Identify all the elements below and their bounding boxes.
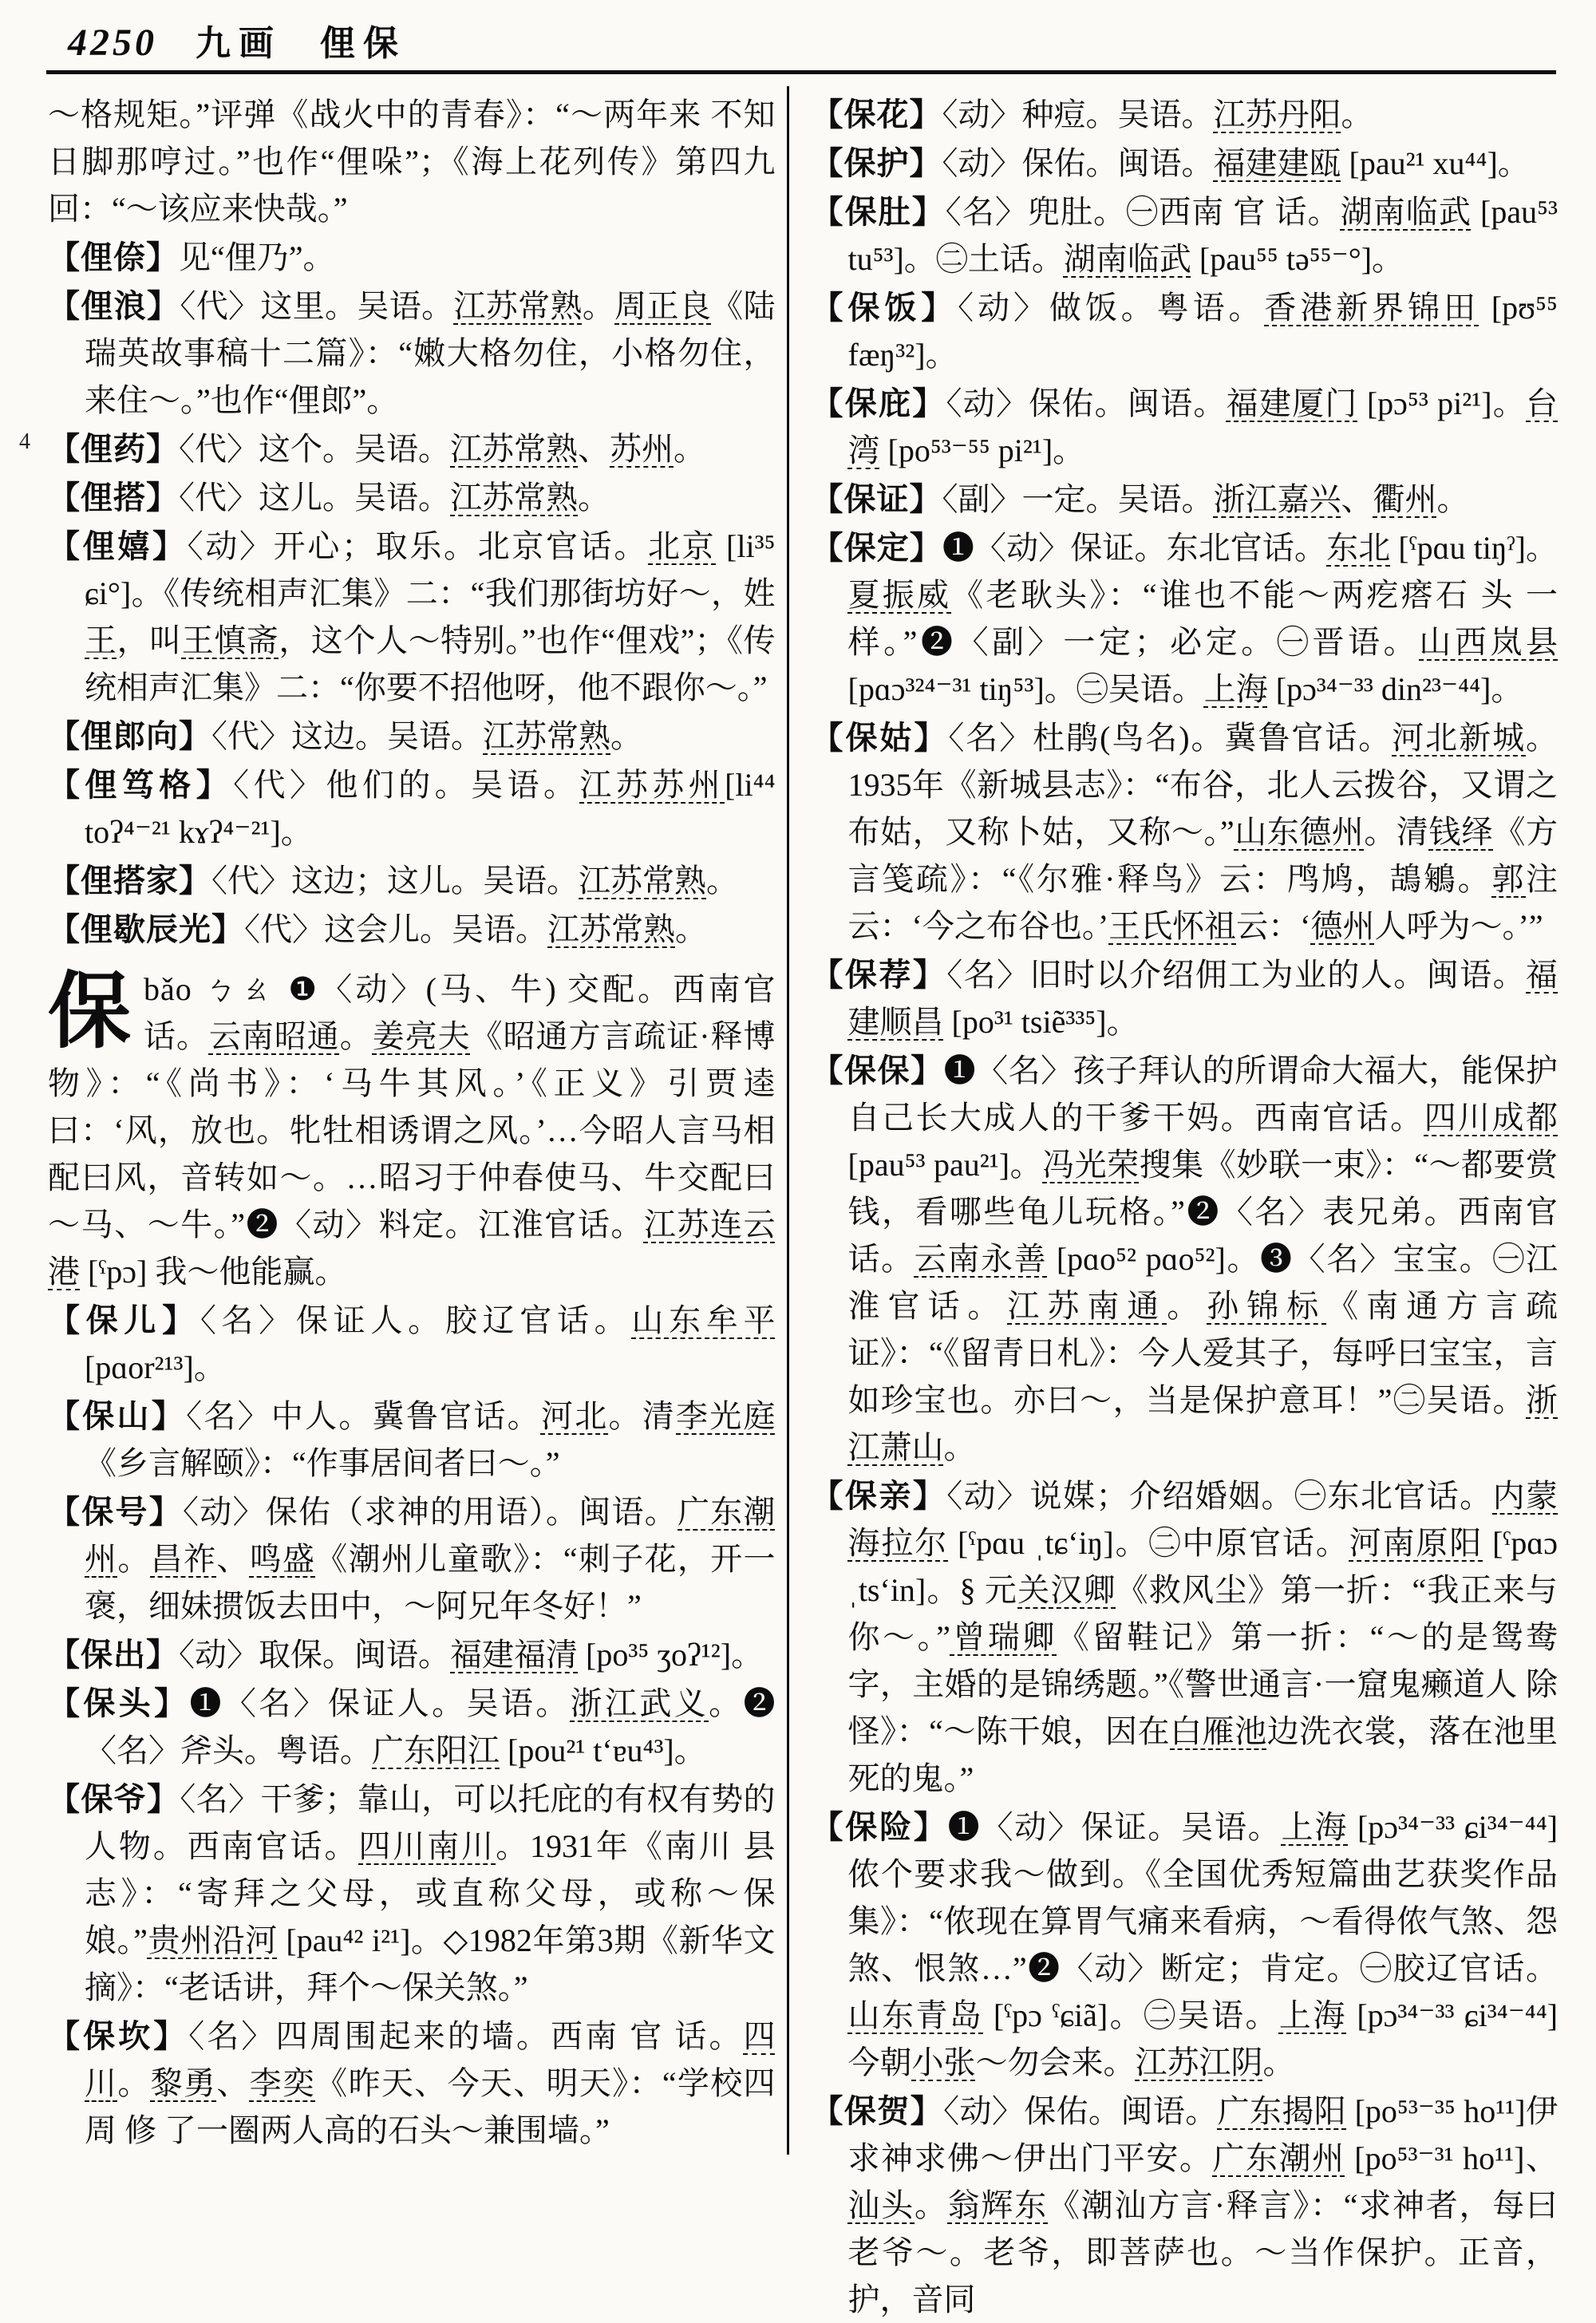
dictionary-entry: 【保坎】〈名〉四周围起来的墙。西南 官 话。四川。黎勇、李奕《昨天、今天、明天》：“学校四周 修 了一圈两人高的石头～兼围墙。”: [48, 2018, 776, 2148]
proper-name: 王慎斋: [181, 622, 279, 658]
proper-name: 郭: [1491, 861, 1526, 897]
dictionary-entry: 【俚郎向】〈代〉这边。吴语。江苏常熟。: [48, 718, 642, 754]
proper-name: 台湾: [847, 385, 1558, 468]
entry-headword: 【俚歇辰光】: [48, 911, 244, 947]
proper-name: 湖南临武: [1063, 241, 1191, 277]
proper-name: 广东揭阳: [1217, 2093, 1347, 2129]
proper-name: 夏振威: [847, 577, 952, 613]
proper-name: 山东德州: [1234, 814, 1365, 850]
dictionary-entry: 【保证】〈副〉一定。吴语。浙江嘉兴、衢州。: [811, 481, 1469, 517]
proper-name: 福建顺昌: [847, 957, 1558, 1040]
dictionary-entry: 【保贺】〈动〉保佑。闽语。广东揭阳 [po⁵³⁻³⁵ ho¹¹]伊求神求佛～伊出门平安。广东潮州 [po⁵³⁻³¹ ho¹¹]、汕头。翁辉东《潮汕方言·释言》：“求神者，每曰老爷～。老爷，即菩萨也。～当作保护。正音，护，音同: [811, 2093, 1558, 2317]
entry-headword: 【保出】: [48, 1637, 179, 1673]
dictionary-entry: 【保花】〈动〉种痘。吴语。江苏丹阳。: [811, 97, 1373, 132]
proper-name: 曾瑞卿: [950, 1619, 1057, 1655]
proper-name: 河北: [540, 1398, 609, 1434]
proper-name: 福建建瓯: [1213, 145, 1341, 181]
entry-headword: 【保山】: [48, 1398, 187, 1434]
dictionary-entry: 【保号】〈动〉保佑（求神的用语）。闽语。广东潮州。昌祚、鸣盛《潮州儿童歌》：“刺子花，开一褒，细妹掼饭去田中，～阿兄年冬好！”: [48, 1494, 776, 1624]
dictionary-entry: 【保头】❶〈名〉保证人。吴语。浙江武义。❷〈名〉斧头。粤语。广东阳江 [pou²¹ t‘ɐu⁴³]。: [48, 1685, 776, 1768]
entry-headword: 【俚搭】: [48, 480, 179, 516]
entry-headword: 【俚浪】: [48, 288, 180, 324]
dictionary-entry: 【保荐】〈名〉旧时以介绍佣工为业的人。闽语。福建顺昌 [po³¹ tsiẽ³³⁵]。: [811, 957, 1558, 1040]
proper-name: 广东阳江: [372, 1732, 500, 1768]
entry-headword: 【保护】: [811, 145, 942, 181]
proper-name: 浙江萧山: [847, 1382, 1558, 1465]
proper-name: 周正良: [614, 288, 712, 324]
proper-name: 东北: [1326, 530, 1391, 566]
entry-headword: 【保肚】: [811, 194, 946, 230]
dictionary-entry: 【保饭】〈动〉做饭。粤语。香港新界锦田 [pʊ⁵⁵ fæŋ³²]。: [811, 290, 1558, 373]
proper-name: 上海: [1281, 1809, 1349, 1845]
proper-name: 四川: [85, 2018, 776, 2101]
proper-name: 江苏南通: [1007, 1288, 1167, 1324]
stroke-section-label: 九画: [196, 24, 282, 63]
dictionary-entry: 【保保】❶〈名〉孩子拜认的所谓命大福大，能保护自己长大成人的干爹干妈。西南官话。四川成都 [pau⁵³ pau²¹]。冯光荣搜集《妙联一束》：“～都要赏钱，看哪些龟儿玩格。”❷〈名〉表兄弟。西南官话。云南永善 [pɑo⁵² pɑo⁵²]。❸〈名〉宝宝。㊀江淮官话。江苏南通。孙锦标《南通方言疏证》：“《留青日札》：今人爱其子，每呼曰宝宝，言如珍宝也。亦曰～，当是保护意耳！”㊁吴语。浙江萧山。: [811, 1053, 1558, 1465]
dictionary-entry: 【俚笃格】〈代〉他们的。吴语。江苏苏州[li⁴⁴ toʔ⁴⁻²¹ kɤʔ⁴⁻²¹]。: [48, 767, 776, 850]
headword-entry: 保bǎo ㄅㄠ ❶〈动〉(马、牛) 交配。西南官话。云南昭通。姜亮夫《昭通方言疏证·释博物》：“《尚书》：‘马牛其风。’《正义》引贾逵曰：‘风，放也。牝牡相诱谓之风。’…今昭人言马相配曰风，音转如～。…昭习于仲春使马、牛交配曰～马、～牛。”❷〈动〉料定。江淮官话。江苏连云港 [ˤpɔ] 我～他能赢。: [48, 966, 776, 1290]
proper-name: 孙锦标: [1207, 1288, 1327, 1324]
proper-name: 李光庭: [676, 1398, 776, 1434]
entry-headword: 【保坎】: [48, 2018, 189, 2054]
entry-headword: 【保亲】: [811, 1478, 947, 1514]
entry-headword: 【俚倷】: [48, 239, 179, 275]
proper-name: 香港新界锦田: [1264, 290, 1479, 326]
proper-name: 昌祚: [150, 1541, 217, 1577]
proper-name: 江苏丹阳: [1213, 97, 1341, 132]
dictionary-entry: 【保儿】〈名〉保证人。胶辽官话。山东牟平[pɑor²¹³]。: [48, 1302, 776, 1385]
proper-name: 江苏常熟: [450, 480, 578, 516]
left-column: [48, 86, 776, 2155]
proper-name: 关汉卿: [1017, 1572, 1116, 1608]
proper-name: 江苏常熟: [547, 911, 675, 947]
proper-name: 江苏连云港: [48, 1207, 776, 1290]
proper-name: 福建厦门: [1226, 385, 1358, 421]
page-header: [68, 14, 1548, 65]
entry-headword: 【保定】: [811, 530, 942, 566]
proper-name: 浙江武义: [570, 1685, 709, 1721]
proper-name: 福建福清: [450, 1637, 578, 1673]
proper-name: 广东潮州: [1212, 2140, 1345, 2176]
proper-name: 江苏江阴: [1135, 2044, 1263, 2080]
proper-name: 云南昭通: [208, 1018, 340, 1054]
proper-name: 河南原阳: [1349, 1525, 1483, 1561]
proper-name: 上海: [1278, 1997, 1347, 2033]
proper-name: 姜亮夫: [372, 1018, 471, 1054]
proper-name: 上海: [1203, 671, 1268, 707]
dictionary-entry: 【俚搭家】〈代〉这边；这儿。吴语。江苏常熟。: [48, 863, 738, 899]
two-column-text: [48, 86, 1558, 2317]
dictionary-entry: 【俚浪】〈代〉这里。吴语。江苏常熟。周正良《陆瑞英故事稿十二篇》：“嫩大格勿住，小格勿住，来住～。”也作“俚郎”。: [48, 288, 776, 418]
entry-headword: 【俚药】: [48, 431, 179, 467]
entry-headword: 【保爷】: [48, 1781, 180, 1817]
page-number: 4250: [68, 22, 157, 64]
proper-name: 江苏常熟: [450, 431, 578, 467]
dictionary-entry: 【保护】〈动〉保佑。闽语。福建建瓯 [pau²¹ xu⁴⁴]。: [811, 145, 1530, 181]
entry-headword: 【保贺】: [811, 2093, 944, 2129]
entry-headword: 【保荐】: [811, 957, 947, 993]
entry-headword: 【保儿】: [48, 1302, 200, 1338]
entry-headword: 【保饭】: [811, 290, 958, 326]
entry-headword: 【保号】: [48, 1494, 183, 1530]
dictionary-entry: 【保险】❶〈动〉保证。吴语。上海 [pɔ³⁴⁻³³ ɕi³⁴⁻⁴⁴]侬个要求我～做到。《全国优秀短篇曲艺获奖作品集》：“侬现在算胃气痛来看病，～看得侬气煞、怨煞、恨煞…”❷〈动〉断定；肯定。㊀胶辽官话。山东青岛 [ˤpɔ ˤɕiã]。㊁吴语。上海 [pɔ³⁴⁻³³ ɕi³⁴⁻⁴⁴] 今朝小张～勿会来。江苏江阴。: [811, 1809, 1558, 2080]
proper-name: 衢州: [1373, 481, 1437, 517]
proper-name: 山东牟平: [631, 1302, 776, 1338]
dictionary-entry: 【保庇】〈动〉保佑。闽语。福建厦门 [pɔ⁵³ pi²¹]。台湾 [po⁵³⁻⁵⁵ pi²¹]。: [811, 385, 1558, 468]
dictionary-entry: 【保出】〈动〉取保。闽语。福建福清 [po³⁵ ʒoʔ¹²]。: [48, 1637, 764, 1673]
dictionary-entry: 【保肚】〈名〉兜肚。㊀西南 官 话。湖南临武 [pau⁵³ tu⁵³]。㊁土话。湖南临武 [pau⁵⁵ tə⁵⁵⁻°]。: [811, 194, 1558, 277]
entry-headword: 【保险】: [811, 1809, 948, 1845]
proper-name: 贵州沿河: [147, 1922, 278, 1958]
dictionary-entry: 【俚倷】见“俚乃”。: [48, 239, 335, 275]
proper-name: 北京: [648, 528, 717, 564]
proper-name: 苏州: [610, 431, 674, 467]
proper-name: 江苏常熟: [579, 863, 706, 899]
entry-headword: 【保姑】: [811, 720, 949, 756]
headword-character: 保: [48, 966, 132, 1058]
proper-name: 李奕: [249, 2065, 316, 2101]
proper-name: 黎勇: [150, 2065, 217, 2101]
dictionary-entry: 【保爷】〈名〉干爹；靠山，可以托庇的有权有势的人物。西南官话。四川南川。1931年《南川 县 志》：“寄拜之父母，或直称父母，或称～保娘。”贵州沿河 [pau⁴² i²¹]。◇1982年第3期《新华文摘》：“老话讲，拜个～保关煞。”: [48, 1781, 776, 2005]
continuation-text: ～格规矩。”评弹《战火中的青春》：“～两年来 不知日脚那哼过。”也作“俚哚”；《海上花列传》第四九回：“～该应来快哉。”: [48, 97, 776, 227]
proper-name: 四川成都: [1424, 1100, 1558, 1136]
entry-headword: 【保庇】: [811, 385, 946, 421]
proper-name: 小张: [911, 2044, 976, 2080]
proper-name: 山东青岛: [847, 1997, 984, 2033]
margin-annotation: 4: [19, 429, 30, 454]
proper-name: 四川南川: [358, 1828, 496, 1864]
proper-name: 湖南临武: [1340, 194, 1472, 230]
proper-name: 河北新城: [1392, 720, 1527, 756]
proper-name: 钱绎: [1428, 814, 1494, 850]
proper-name: 王: [85, 622, 117, 658]
proper-name: 汕头: [847, 2187, 915, 2223]
proper-name: 内蒙海拉尔: [847, 1478, 1558, 1561]
proper-name: 云南永善: [914, 1241, 1048, 1277]
dictionary-entry: 【保姑】〈名〉杜鹃(鸟名)。冀鲁官话。河北新城。1935年《新城县志》：“布谷，北人云拨谷，又谓之布姑，又称卜姑，又称～。”山东德州。清钱绎《方言笺疏》：“《尔雅·释鸟》云：鸤鸠，鴶鵴。郭注云：‘今之布谷也。’王氏怀祖云：‘德州人呼为～。’”: [811, 720, 1558, 944]
entry-headword: 【俚笃格】: [48, 767, 234, 803]
header-rule: [46, 70, 1556, 74]
proper-name: 浙江嘉兴: [1213, 481, 1341, 517]
proper-name: 翁辉东: [947, 2187, 1048, 2223]
dictionary-entry: 【保山】〈名〉中人。冀鲁官话。河北。清李光庭《乡言解颐》：“作事居间者曰～。”: [48, 1398, 776, 1481]
proper-name: 江苏常熟: [453, 288, 583, 324]
proper-name: 王氏怀祖: [1108, 908, 1237, 944]
dictionary-entry: 【保亲】〈动〉说媒；介绍婚姻。㊀东北官话。内蒙海拉尔 [ˤpɑu ˌtɕ‘iŋ]。㊁中原官话。河南原阳 [ˤpɑɔ ˌts‘in]。§ 元关汉卿《救风尘》第一折：“我正来与你～。”曾瑞卿《留鞋记》第一折：“～的是鸳鸯字，主婚的是锦绣题。”《警世通言·一窟鬼癞道人 除 怪》：“～陈干娘，因在白雁池边洗衣裳，落在池里死的鬼。”: [811, 1478, 1558, 1796]
entry-headword: 【俚搭家】: [48, 863, 211, 899]
entry-headword: 【保花】: [811, 97, 942, 132]
proper-name: 德州: [1310, 908, 1375, 944]
right-column: [789, 86, 1558, 2317]
guide-words: 俚保: [320, 24, 406, 63]
proper-name: 江苏常熟: [483, 718, 610, 754]
entry-headword: 【保证】: [811, 481, 942, 517]
entry-headword: 【保保】: [811, 1053, 944, 1088]
headword-pronunciation: bǎo ㄅㄠ: [144, 971, 289, 1007]
dictionary-entry: 【保定】❶〈动〉保证。东北官话。东北 [ˤpɑu tiŋˀ]。夏振威《老耿头》：“谁也不能～两疙瘩石 头 一样。”❷〈副〉一定；必定。㊀晋语。山西岚县[pɑɔ³²⁴⁻³¹ tiŋ⁵³]。㊁吴语。上海 [pɔ³⁴⁻³³ din²³⁻⁴⁴]。: [811, 530, 1558, 707]
proper-name: 山西岚县: [1419, 624, 1558, 660]
proper-name: 江苏苏州: [579, 767, 725, 803]
proper-name: 白雁池: [1170, 1713, 1267, 1749]
dictionary-entry: 【俚嬉】〈动〉开心；取乐。北京官话。北京 [li³⁵ ɕi°]。《传统相声汇集》二：“我们那街坊好～，姓王，叫王慎斋，这个人～特别。”也作“俚戏”；《传统相声汇集》二：“你要不招他呀，他不跟你～。”: [48, 528, 776, 705]
entry-headword: 【保头】: [48, 1685, 190, 1721]
proper-name: 冯光荣: [1042, 1147, 1140, 1183]
dictionary-entry: 【俚药】〈代〉这个。吴语。江苏常熟、苏州。: [48, 431, 705, 467]
dictionary-entry: 【俚搭】〈代〉这儿。吴语。江苏常熟。: [48, 480, 610, 516]
proper-name: 广东潮州: [85, 1494, 776, 1577]
entry-headword: 【俚嬉】: [48, 528, 188, 564]
entry-headword: 【俚郎向】: [48, 718, 211, 754]
dictionary-entry: 【俚歇辰光】〈代〉这会儿。吴语。江苏常熟。: [48, 911, 707, 947]
proper-name: 鸣盛: [249, 1541, 316, 1577]
